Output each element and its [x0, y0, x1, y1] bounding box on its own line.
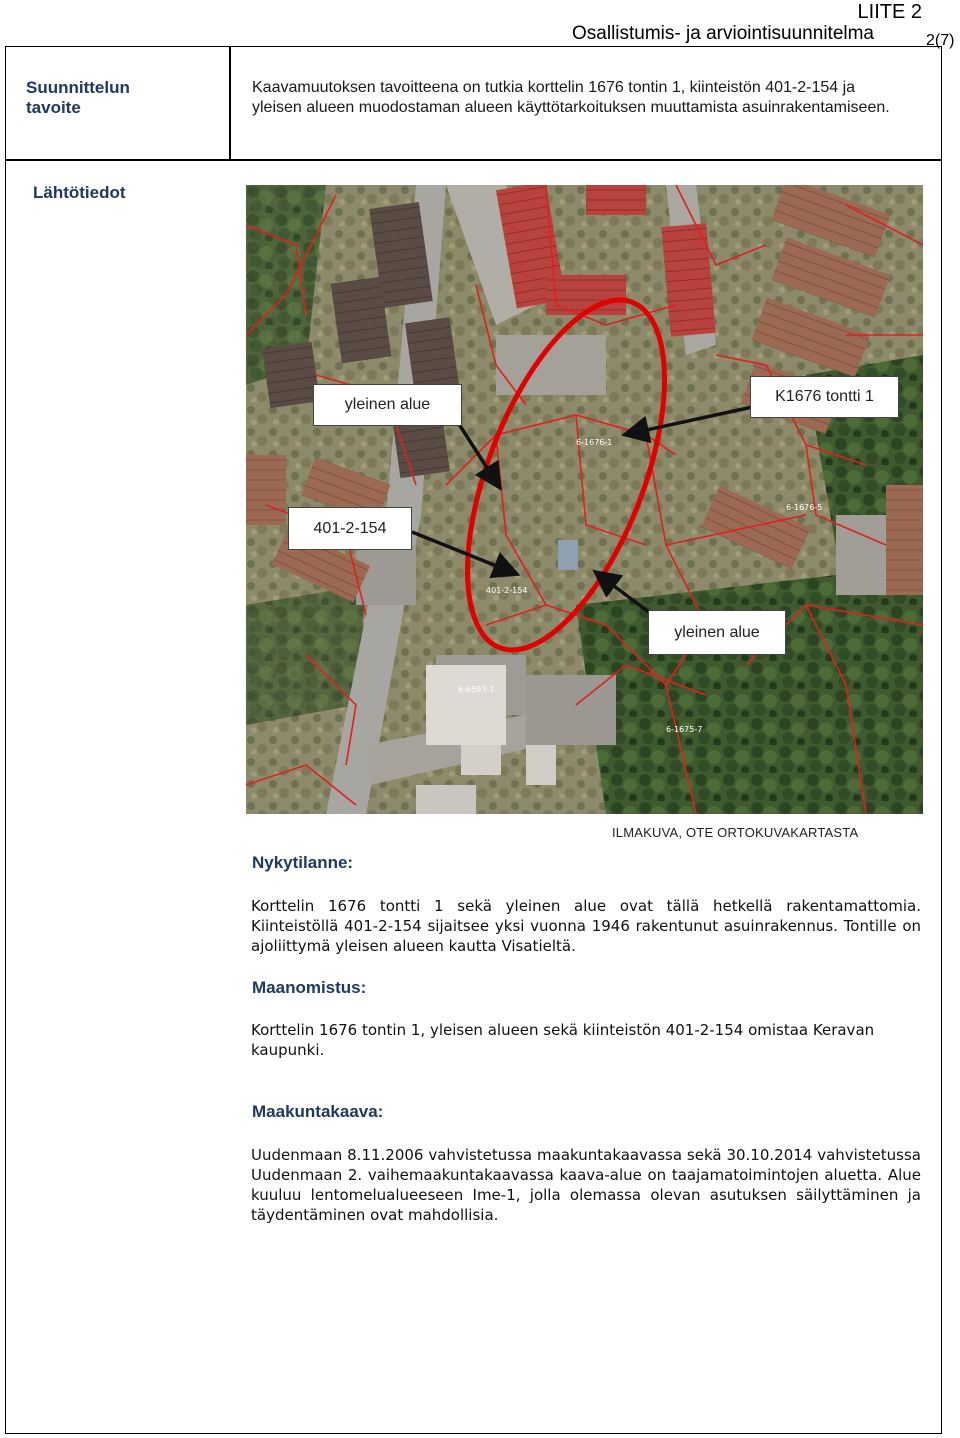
- regional-plan-label: Maakuntakaava:: [252, 1102, 384, 1121]
- parcel-label-1675-7: 6-1675-7: [666, 725, 703, 734]
- callout-yleinen-alue-1: yleinen alue: [313, 384, 462, 426]
- ownership-label: Maanomistus:: [252, 978, 367, 997]
- column-divider: [229, 46, 231, 160]
- regional-plan-text: Uudenmaan 8.11.2006 vahvistetussa maakuntakaavassa sekä 30.10.2014 vahvistetussa Uudenmaan 2. vaihemaakuntakaavassa kaava-alue on taajamatoimintojen aluetta. Alue kuuluu lentomelualueeseen Ime-1, jolla olemassa olevan asutuksen säilyttäminen ja täydentäminen ovat mahdollisia.: [251, 1146, 921, 1224]
- appendix-label: LIITE 2: [857, 1, 922, 23]
- row-divider: [5, 159, 942, 161]
- current-status-label: Nykytilanne:: [252, 853, 354, 872]
- goal-label: Suunnittelun tavoite: [26, 78, 130, 117]
- goal-text: Kaavamuutoksen tavoitteena on tutkia korttelin 1676 tontin 1, kiinteistön 401-2-154 ja yleisen alueen muodostaman alueen käyttötarkoituksen muuttamista asuinrakentamiseen.: [252, 79, 890, 116]
- current-status-text: Korttelin 1676 tontti 1 sekä yleinen alue ovat tällä hetkellä rakentamattomia. Kiinteistöllä 401-2-154 sijaitsee yksi vuonna 1946 rakentunut asuinrakennus. Tontille on ajoliittymä yleisen alueen kautta Visatieltä.: [251, 897, 921, 955]
- parcel-label-1676-1: 6-1676-1: [576, 438, 613, 447]
- ownership-text: Korttelin 1676 tontin 1, yleisen alueen sekä kiinteistön 401-2-154 omistaa Keravan kaupunki.: [251, 1021, 875, 1059]
- callout-k1676-tontti-1: K1676 tontti 1: [750, 376, 899, 418]
- background-label: Lähtötiedot: [33, 183, 126, 202]
- callout-yleinen-alue-2: yleinen alue: [648, 610, 786, 655]
- callout-401-2-154: 401-2-154: [288, 507, 412, 550]
- aerial-map: [246, 185, 923, 814]
- parcel-label-6593-1: 6-6593-1: [458, 685, 495, 694]
- page-number: 2(7): [926, 32, 955, 49]
- document-title: Osallistumis- ja arviointisuunnitelma: [572, 23, 874, 44]
- map-caption: ILMAKUVA, OTE ORTOKUVAKARTASTA: [612, 825, 859, 840]
- parcel-label-1676-5: 6-1676-5: [786, 503, 823, 512]
- aerial-photo-svg: [246, 185, 923, 814]
- parcel-label-401-2-154: 401-2-154: [486, 586, 528, 595]
